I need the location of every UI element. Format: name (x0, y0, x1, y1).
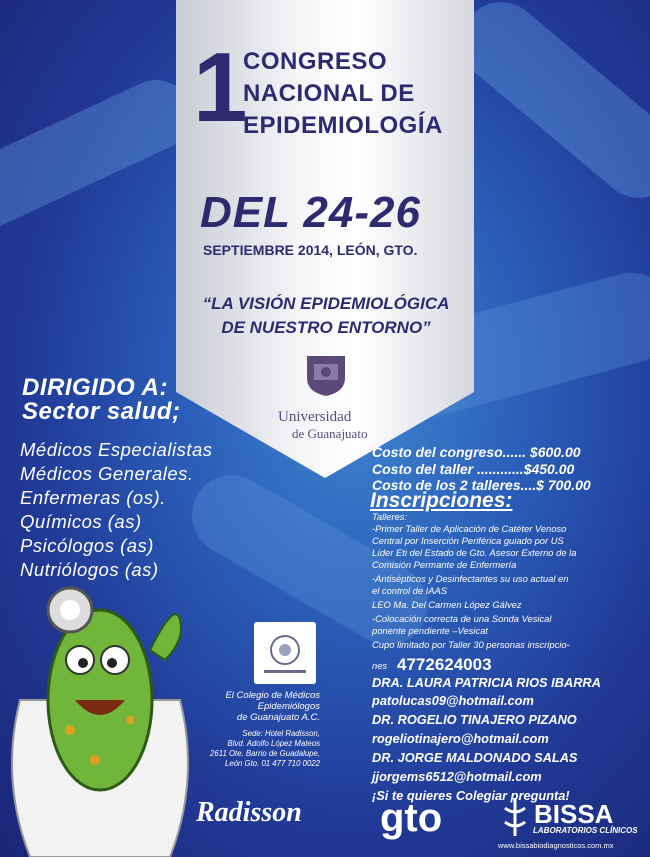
edition-number: 1 (193, 32, 248, 142)
venue-line: Sede: Hotel Radisson, (242, 729, 320, 738)
university-name-line-1: Universidad (278, 409, 352, 425)
contact-name: DR. ROGELIO TINAJERO PIZANO (372, 712, 577, 727)
audience-heading: DIRIGIDO A: (22, 374, 168, 401)
workshop-line: Comisión Permante de Enfermería (372, 559, 517, 570)
audience-item: Médicos Especialistas (20, 439, 213, 460)
audience-item: Químicos (as) (20, 511, 142, 532)
event-dates: DEL 24-26 (200, 188, 421, 237)
bacteria-mascot-icon (0, 580, 200, 857)
workshop-line: -Colocación correcta de una Sonda Vesical (372, 613, 552, 624)
audience-item: Médicos Generales. (20, 463, 194, 484)
workshops-label: Talleres: (372, 511, 408, 522)
university-crest-icon (303, 352, 349, 398)
workshop-line: Líder Eti del Estado de Gto. Asesor Externo de la (372, 547, 577, 558)
organizer-line: Epidemiólogos (257, 701, 320, 712)
registration-nes: nes (372, 660, 388, 671)
bissa-symbol-icon (500, 796, 530, 838)
cost-two-workshops: Costo de los 2 talleres....$ 700.00 (372, 477, 591, 493)
contact-email[interactable]: rogeliotinajero@hotmail.com (372, 731, 549, 746)
contact-name: DR. JORGE MALDONADO SALAS (372, 750, 578, 765)
cost-congress: Costo del congreso...... $600.00 (372, 444, 581, 460)
audience-item: Psicólogos (as) (20, 535, 154, 556)
colegio-logo-icon (254, 622, 316, 684)
workshop-line: LEO Ma. Del Carmen López Gálvez (372, 599, 522, 610)
join-prompt: ¡Si te quieres Colegiar pregunta! (372, 788, 570, 803)
gto-logo: gto (380, 796, 443, 840)
workshop-line: el control de IAAS (372, 585, 448, 596)
workshop-line: -Primer Taller de Aplicación de Catéter Venoso (372, 523, 567, 534)
title-line-2: NACIONAL DE (243, 80, 415, 107)
workshop-line: ponente pendiente –Vesicat (372, 625, 488, 636)
title-line-3: EPIDEMIOLOGÍA (243, 112, 443, 139)
audience-item: Nutriólogos (as) (20, 559, 159, 580)
bacteria-bg-shape (0, 68, 203, 241)
workshop-line: Cupo limitado por Taller 30 personas inscripcio- (372, 639, 570, 650)
bacteria-bg-shape (445, 0, 650, 214)
motto-line-1: “LA VISIÓN EPIDEMIOLÓGICA (202, 294, 450, 313)
registration-phone: 4772624003 (397, 655, 492, 674)
audience-subheading: Sector salud; (22, 398, 181, 425)
audience-item: Enfermeras (os). (20, 487, 166, 508)
bissa-logo: BISSA (534, 799, 614, 829)
venue-line: León Gto. 01 477 710 0022 (225, 759, 320, 768)
bissa-subtitle: LABORATORIOS CLÍNICOS (533, 826, 638, 835)
event-date-detail: SEPTIEMBRE 2014, LEÓN, GTO. (203, 242, 418, 258)
registration-heading: Inscripciones: (370, 489, 513, 512)
university-name-line-2: de Guanajuato (292, 426, 368, 441)
radisson-logo: Radisson (196, 797, 302, 828)
title-line-1: CONGRESO (243, 48, 388, 75)
contact-email[interactable]: patolucas09@hotmail.com (372, 693, 534, 708)
workshop-line: Central por Inserción Periférica guiado por US (372, 535, 564, 546)
venue-line: 2611 Ote. Barrio de Guadalupe, (210, 749, 320, 758)
organizer-line: El Colegio de Médicos (225, 690, 320, 701)
motto-line-2: DE NUESTRO ENTORNO” (221, 318, 431, 337)
organizer-line: de Guanajuato A.C. (236, 712, 320, 723)
contact-name: DRA. LAURA PATRICIA RIOS IBARRA (372, 675, 601, 690)
contact-email[interactable]: jjorgems6512@hotmail.com (372, 769, 542, 784)
venue-line: Blvd. Adolfo López Mateos (227, 739, 320, 748)
bissa-url[interactable]: www.bissabiodiagnosticos.com.mx (498, 841, 614, 850)
workshop-line: -Antisépticos y Desinfectantes su uso actual en (372, 573, 569, 584)
cost-workshop: Costo del taller ............$450.00 (372, 461, 575, 477)
